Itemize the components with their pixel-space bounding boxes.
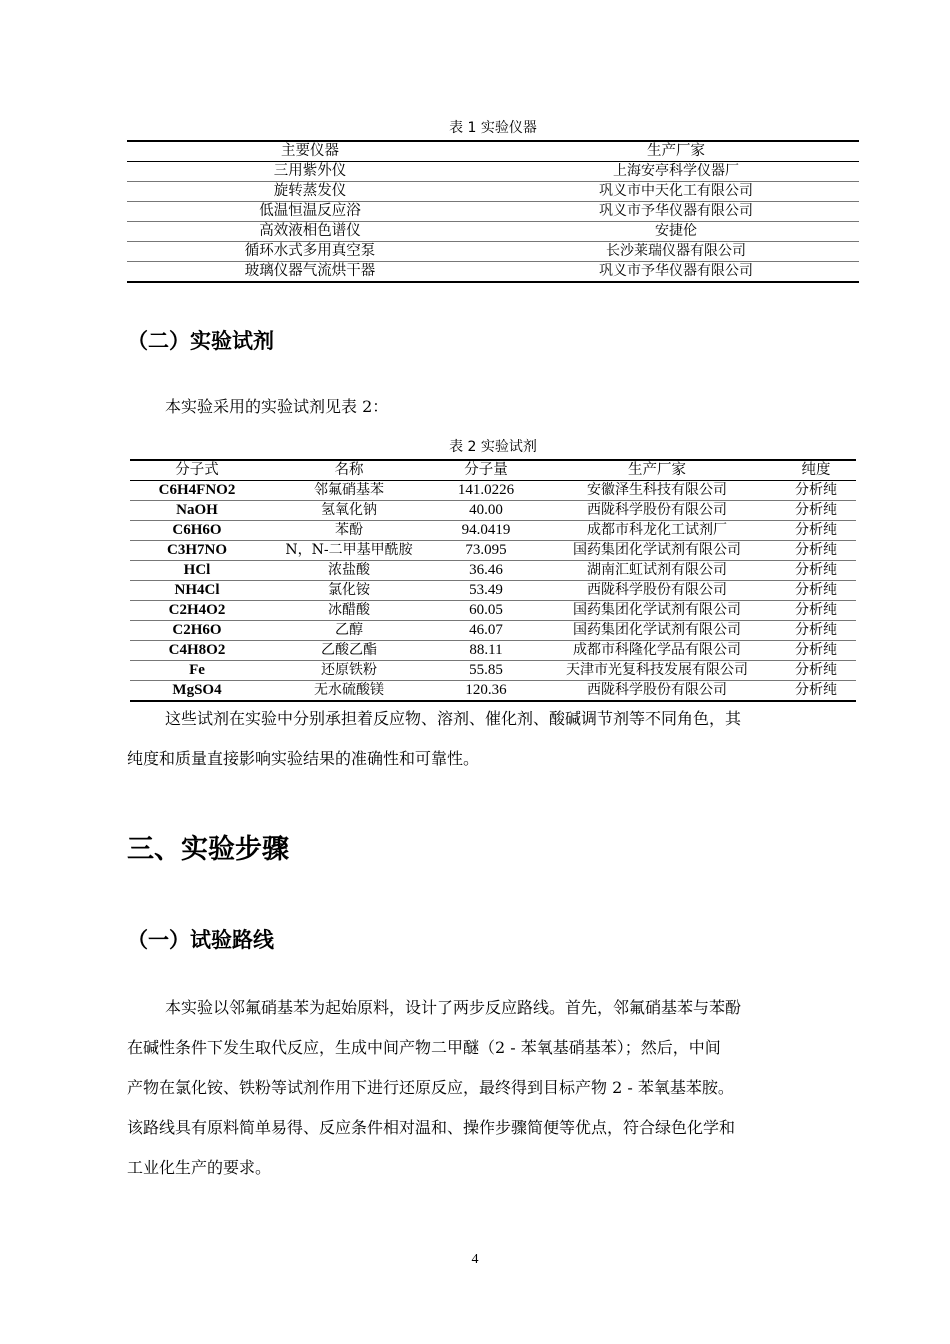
table-row [127,262,859,283]
reagent-name: 邻氟硝基苯 [264,481,434,501]
reagent-weight: 36.46 [434,561,538,581]
reagent-manufacturer: 西陇科学股份有限公司 [587,682,727,698]
reagent-formula: C6H6O [130,521,264,541]
reagent-name: 无水硫酸镁 [314,682,384,698]
reagent-formula: HCl [130,561,264,581]
reagent-name: N，N-二甲基甲酰胺 [264,541,434,561]
table-row [130,641,856,661]
reagent-formula: C6H4FNO2 [130,481,264,501]
table2-caption: 表 2 实验试剂 [449,439,537,455]
table-row [130,521,856,541]
table-row [130,481,856,501]
reagent-manufacturer: 安徽泽生科技有限公司 [538,481,776,501]
reagent-formula: C3H7NO [130,541,264,561]
reagent-weight: 46.07 [434,621,538,641]
reagents-intro: 本实验采用的实验试剂见表 2： [165,397,389,416]
reagent-purity: 分析纯 [776,481,856,501]
reagent-name: 乙醇 [264,621,434,641]
reagent-manufacturer: 国药集团化学试剂有限公司 [538,541,776,561]
reagent-manufacturer: 成都市科隆化学品有限公司 [538,641,776,661]
reagent-weight: 73.095 [434,541,538,561]
reagent-purity: 分析纯 [776,581,856,601]
reagent-purity: 分析纯 [776,601,856,621]
instrument-name: 循环水式多用真空泵 [127,242,493,262]
reagent-weight: 53.49 [434,581,538,601]
reagent-name: 乙酸乙酯 [264,641,434,661]
reagent-purity: 分析纯 [776,521,856,541]
table-row [130,581,856,601]
paragraph-line: 工业化生产的要求。 [127,1158,272,1177]
reagent-purity: 分析纯 [776,621,856,641]
table-row [130,681,856,702]
section-subheading-route: （一）试验路线 [127,928,274,952]
reagent-formula: C4H8O2 [130,641,264,661]
reagent-name: 还原铁粉 [264,661,434,681]
paragraph-line: 该路线具有原料简单易得、反应条件相对温和、操作步骤简便等优点，符合绿色化学和 [127,1118,736,1137]
instrument-name: 旋转蒸发仪 [127,182,493,202]
table-row [130,561,856,581]
table-row [127,162,859,182]
instrument-name: 低温恒温反应浴 [127,202,493,222]
instrument-manufacturer: 安捷伦 [493,222,859,242]
instrument-manufacturer: 上海安亭科学仪器厂 [493,162,859,182]
instrument-name: 三用紫外仪 [127,162,493,182]
table-row [130,501,856,521]
reagent-weight: 88.11 [434,641,538,661]
reagent-purity: 分析纯 [776,661,856,681]
table2-header-manufacturer: 生产厂家 [538,460,776,481]
reagent-purity: 分析纯 [776,501,856,521]
table-row [127,222,859,242]
reagent-manufacturer: 湖南汇虹试剂有限公司 [538,561,776,581]
reagent-manufacturer: 国药集团化学试剂有限公司 [538,621,776,641]
page-number: 4 [471,1252,479,1267]
instrument-manufacturer: 巩义市中天化工有限公司 [493,182,859,202]
route-paragraph [127,988,859,1188]
table-row [127,202,859,222]
reagent-weight: 55.85 [434,661,538,681]
reagent-manufacturer: 国药集团化学试剂有限公司 [538,601,776,621]
reagent-weight: 40.00 [434,501,538,521]
reagent-manufacturer: 西陇科学股份有限公司 [538,581,776,601]
reagent-name: 氯化铵 [264,581,434,601]
table2-header-name: 名称 [264,460,434,481]
reagent-formula: Fe [130,661,264,681]
paragraph-line: 纯度和质量直接影响实验结果的准确性和可靠性。 [127,749,480,768]
instrument-table [127,140,859,283]
reagent-formula: MgSO4 [172,682,222,698]
section-heading-procedure: 三、实验步骤 [127,834,289,865]
instrument-manufacturer: 巩义市予华仪器有限公司 [493,202,859,222]
instrument-manufacturer: 巩义市予华仪器有限公司 [599,263,753,279]
table2-header-purity: 纯度 [776,460,856,481]
section-heading-reagents: （二）实验试剂 [127,329,274,353]
table-row [130,661,856,681]
table-row [127,242,859,262]
paragraph-line: 产物在氯化铵、铁粉等试剂作用下进行还原反应，最终得到目标产物 2 - 苯氧基苯胺。 [127,1078,734,1097]
instrument-name: 高效液相色谱仪 [127,222,493,242]
table-row [130,541,856,561]
reagent-name: 冰醋酸 [264,601,434,621]
reagent-formula: C2H4O2 [130,601,264,621]
instrument-manufacturer: 长沙莱瑞仪器有限公司 [493,242,859,262]
table-row [130,601,856,621]
paragraph-line: 这些试剂在实验中分别承担着反应物、溶剂、催化剂、酸碱调节剂等不同角色，其 [165,709,742,728]
table1-header-manufacturer: 生产厂家 [493,141,859,162]
reagent-name: 浓盐酸 [264,561,434,581]
table1-caption: 表 1 实验仪器 [449,120,537,136]
reagent-purity: 分析纯 [795,682,837,698]
reagent-table [130,459,856,702]
table2-header-weight: 分子量 [434,460,538,481]
reagent-weight: 120.36 [465,682,507,698]
reagent-manufacturer: 天津市光复科技发展有限公司 [538,661,776,681]
reagent-purity: 分析纯 [776,561,856,581]
reagent-note-paragraph [127,699,859,779]
reagent-purity: 分析纯 [776,641,856,661]
reagent-weight: 141.0226 [434,481,538,501]
paragraph-line: 本实验以邻氟硝基苯为起始原料，设计了两步反应路线。首先，邻氟硝基苯与苯酚 [165,998,742,1017]
reagent-name: 苯酚 [264,521,434,541]
reagent-formula: NH4Cl [130,581,264,601]
reagent-weight: 94.0419 [434,521,538,541]
reagent-formula: C2H6O [130,621,264,641]
table1-header-instrument: 主要仪器 [127,141,493,162]
table2-header-formula: 分子式 [130,460,264,481]
reagent-name: 氢氧化钠 [264,501,434,521]
table-row [130,621,856,641]
reagent-manufacturer: 成都市科龙化工试剂厂 [538,521,776,541]
reagent-weight: 60.05 [434,601,538,621]
reagent-formula: NaOH [130,501,264,521]
instrument-name: 玻璃仪器气流烘干器 [244,263,376,279]
table-row [127,182,859,202]
paragraph-line: 在碱性条件下发生取代反应，生成中间产物二甲醚（2 - 苯氧基硝基苯）；然后，中间 [127,1038,721,1057]
reagent-purity: 分析纯 [776,541,856,561]
reagent-manufacturer: 西陇科学股份有限公司 [538,501,776,521]
